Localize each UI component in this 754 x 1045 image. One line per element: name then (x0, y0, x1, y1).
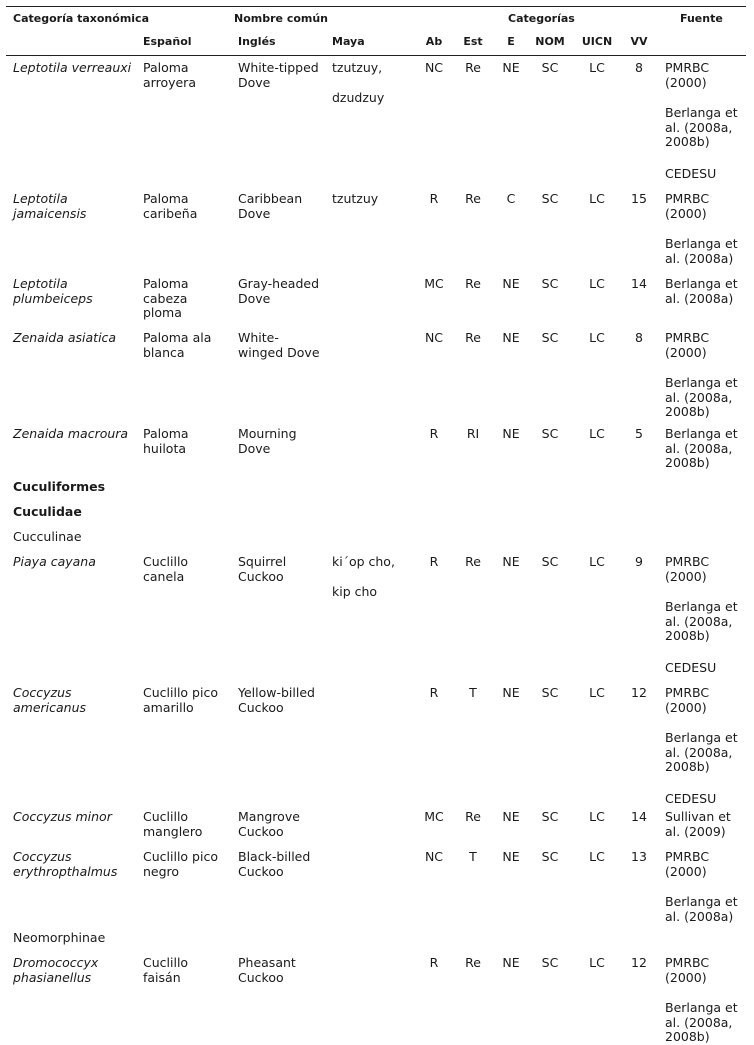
source-reference: (2000) (665, 205, 707, 221)
source-reference: (2000) (665, 863, 707, 879)
spanish-name: huilota (143, 440, 186, 456)
est-value: T (469, 685, 477, 700)
e-value: NE (502, 685, 520, 700)
scientific-name: Coccyzus (13, 685, 72, 700)
source-reference: 2008b) (665, 1029, 710, 1044)
source-reference: PMRBC (665, 60, 710, 75)
scientific-name: Coccyzus minor (13, 809, 112, 824)
ab-value: MC (424, 276, 444, 291)
e-value: NE (502, 426, 520, 441)
english-name: Cuckoo (238, 969, 284, 985)
ab-value: NC (424, 849, 444, 864)
maya-name: dzudzuy (332, 90, 385, 105)
e-value: NE (502, 60, 520, 75)
english-name: Mangrove (238, 809, 300, 824)
source-reference: 2008b) (665, 759, 710, 774)
spanish-name: Cuclillo (143, 809, 189, 824)
table-top-rule (6, 6, 746, 7)
spanish-name: Paloma (143, 426, 189, 441)
spanish-name: ploma (143, 305, 182, 320)
est-value: Re (465, 955, 481, 970)
english-name: Pheasant (238, 955, 296, 970)
nom-value: SC (541, 426, 559, 441)
scientific-name: erythropthalmus (13, 863, 118, 879)
header-source: Fuente (680, 12, 723, 25)
group-subfamily-label: Cucculinae (13, 529, 82, 544)
english-name: Dove (238, 290, 271, 306)
spanish-name: Cuclillo pico (143, 849, 218, 864)
english-name: Dove (238, 74, 271, 90)
source-reference: CEDESU (665, 166, 717, 181)
vv-value: 15 (631, 191, 647, 206)
ab-value: R (429, 426, 439, 441)
vv-value: 14 (631, 809, 647, 824)
english-name: Squirrel (238, 554, 287, 569)
source-reference: 2008b) (665, 134, 710, 149)
source-reference: Berlanga et (665, 375, 738, 390)
group-family-label: Cuculidae (13, 504, 82, 519)
uicn-value: LC (589, 426, 605, 441)
uicn-value: LC (589, 849, 605, 864)
uicn-value: LC (589, 955, 605, 970)
spanish-name: Paloma (143, 191, 189, 206)
english-name: Yellow-billed (238, 685, 315, 700)
source-reference: Berlanga et (665, 236, 738, 251)
english-name: Caribbean (238, 191, 303, 206)
english-name: Gray-headed (238, 276, 320, 291)
spanish-name: blanca (143, 344, 185, 360)
scientific-name: plumbeiceps (13, 290, 93, 306)
est-value: Re (465, 276, 481, 291)
nom-value: SC (541, 276, 559, 291)
vv-value: 8 (635, 60, 643, 75)
scientific-name: Leptotila verreauxi (13, 60, 132, 75)
source-reference: (2000) (665, 969, 707, 985)
nom-value: SC (541, 60, 559, 75)
source-reference: Sullivan et (665, 809, 731, 824)
scientific-name: Coccyzus (13, 849, 72, 864)
english-name: Cuckoo (238, 823, 284, 839)
header-uicn: UICN (581, 35, 613, 48)
e-value: NE (502, 955, 520, 970)
source-reference: CEDESU (665, 791, 717, 806)
source-reference: al. (2008a) (665, 250, 734, 266)
source-reference: 2008b) (665, 404, 710, 419)
header-taxonomic-category: Categoría taxonómica (13, 12, 149, 25)
header-spanish: Español (143, 35, 192, 48)
nom-value: SC (541, 330, 559, 345)
uicn-value: LC (589, 60, 605, 75)
nom-value: SC (541, 849, 559, 864)
source-reference: Berlanga et (665, 894, 738, 909)
header-est: Est (463, 35, 483, 48)
table-header-rule (6, 55, 746, 56)
e-value: C (506, 191, 516, 206)
english-name: Mourning (238, 426, 297, 441)
source-reference: (2000) (665, 344, 707, 360)
nom-value: SC (541, 809, 559, 824)
ab-value: R (429, 685, 439, 700)
source-reference: al. (2008a) (665, 908, 734, 924)
uicn-value: LC (589, 191, 605, 206)
scientific-name: phasianellus (13, 969, 92, 985)
header-english: Inglés (238, 35, 276, 48)
ab-value: R (429, 191, 439, 206)
source-reference: al. (2008a, (665, 440, 733, 456)
group-subfamily-label: Neomorphinae (13, 930, 106, 945)
est-value: Re (465, 554, 481, 569)
english-name: White-tipped (238, 60, 319, 75)
uicn-value: LC (589, 554, 605, 569)
header-maya: Maya (332, 35, 365, 48)
ab-value: R (429, 955, 439, 970)
source-reference: PMRBC (665, 191, 710, 206)
source-reference: (2000) (665, 74, 707, 90)
header-vv: VV (630, 35, 648, 48)
uicn-value: LC (589, 685, 605, 700)
english-name: Black-billed (238, 849, 311, 864)
e-value: NE (502, 809, 520, 824)
source-reference: al. (2008a, (665, 744, 733, 760)
vv-value: 12 (631, 685, 647, 700)
est-value: T (469, 849, 477, 864)
e-value: NE (502, 330, 520, 345)
spanish-name: cabeza (143, 290, 188, 306)
header-ab: Ab (425, 35, 443, 48)
source-reference: al. (2008a, (665, 613, 733, 629)
est-value: Re (465, 60, 481, 75)
spanish-name: Paloma (143, 276, 189, 291)
est-value: Re (465, 191, 481, 206)
english-name: Cuckoo (238, 863, 284, 879)
ab-value: NC (424, 60, 444, 75)
source-reference: Berlanga et (665, 105, 738, 120)
source-reference: al. (2008a) (665, 290, 734, 306)
header-nom: NOM (535, 35, 565, 48)
source-reference: al. (2009) (665, 823, 726, 839)
english-name: winged Dove (238, 344, 320, 360)
source-reference: Berlanga et (665, 730, 738, 745)
spanish-name: amarillo (143, 699, 194, 715)
nom-value: SC (541, 554, 559, 569)
spanish-name: manglero (143, 823, 203, 839)
nom-value: SC (541, 955, 559, 970)
source-reference: al. (2008a, (665, 389, 733, 405)
vv-value: 13 (631, 849, 647, 864)
source-reference: al. (2008a, (665, 119, 733, 135)
source-reference: Berlanga et (665, 426, 738, 441)
scientific-name: Zenaida asiatica (13, 330, 117, 345)
e-value: NE (502, 554, 520, 569)
group-order-label: Cuculiformes (13, 479, 106, 494)
header-common-name: Nombre común (234, 12, 329, 25)
spanish-name: Paloma (143, 60, 189, 75)
spanish-name: Paloma ala (143, 330, 212, 345)
spanish-name: Cuclillo pico (143, 685, 218, 700)
e-value: NE (502, 849, 520, 864)
est-value: Re (465, 809, 481, 824)
english-name: Cuckoo (238, 699, 284, 715)
est-value: RI (466, 426, 480, 441)
english-name: Dove (238, 205, 271, 221)
est-value: Re (465, 330, 481, 345)
spanish-name: caribeña (143, 205, 198, 221)
nom-value: SC (541, 191, 559, 206)
vv-value: 12 (631, 955, 647, 970)
uicn-value: LC (589, 276, 605, 291)
source-reference: PMRBC (665, 554, 710, 569)
vv-value: 14 (631, 276, 647, 291)
english-name: Cuckoo (238, 568, 284, 584)
scientific-name: jamaicensis (13, 205, 87, 221)
scientific-name: Dromococcyx (13, 955, 99, 970)
source-reference: PMRBC (665, 849, 710, 864)
maya-name: tzutzuy, (332, 60, 383, 75)
english-name: Dove (238, 440, 271, 456)
uicn-value: LC (589, 809, 605, 824)
vv-value: 9 (635, 554, 643, 569)
vv-value: 8 (635, 330, 643, 345)
spanish-name: negro (143, 863, 180, 879)
source-reference: (2000) (665, 568, 707, 584)
spanish-name: canela (143, 568, 185, 584)
english-name: White- (238, 330, 279, 345)
source-reference: 2008b) (665, 628, 710, 643)
scientific-name: americanus (13, 699, 87, 715)
source-reference: CEDESU (665, 660, 717, 675)
maya-name: kip cho (332, 584, 378, 599)
header-e: E (507, 35, 515, 48)
source-reference: al. (2008a, (665, 1014, 733, 1030)
header-categories: Categorías (508, 12, 575, 25)
e-value: NE (502, 276, 520, 291)
maya-name: tzutzuy (332, 191, 379, 206)
scientific-name: Leptotila (13, 276, 68, 291)
source-reference: PMRBC (665, 330, 710, 345)
scientific-name: Leptotila (13, 191, 68, 206)
ab-value: MC (424, 809, 444, 824)
vv-value: 5 (635, 426, 643, 441)
spanish-name: Cuclillo (143, 955, 189, 970)
spanish-name: faisán (143, 969, 181, 985)
ab-value: NC (424, 330, 444, 345)
source-reference: PMRBC (665, 685, 710, 700)
source-reference: PMRBC (665, 955, 710, 970)
maya-name: ki´op cho, (332, 554, 395, 569)
source-reference: Berlanga et (665, 599, 738, 614)
uicn-value: LC (589, 330, 605, 345)
ab-value: R (429, 554, 439, 569)
scientific-name: Zenaida macroura (13, 426, 129, 441)
nom-value: SC (541, 685, 559, 700)
spanish-name: Cuclillo (143, 554, 189, 569)
source-reference: (2000) (665, 699, 707, 715)
source-reference: 2008b) (665, 455, 710, 470)
spanish-name: arroyera (143, 74, 196, 90)
source-reference: Berlanga et (665, 1000, 738, 1015)
scientific-name: Piaya cayana (13, 554, 96, 569)
source-reference: Berlanga et (665, 276, 738, 291)
